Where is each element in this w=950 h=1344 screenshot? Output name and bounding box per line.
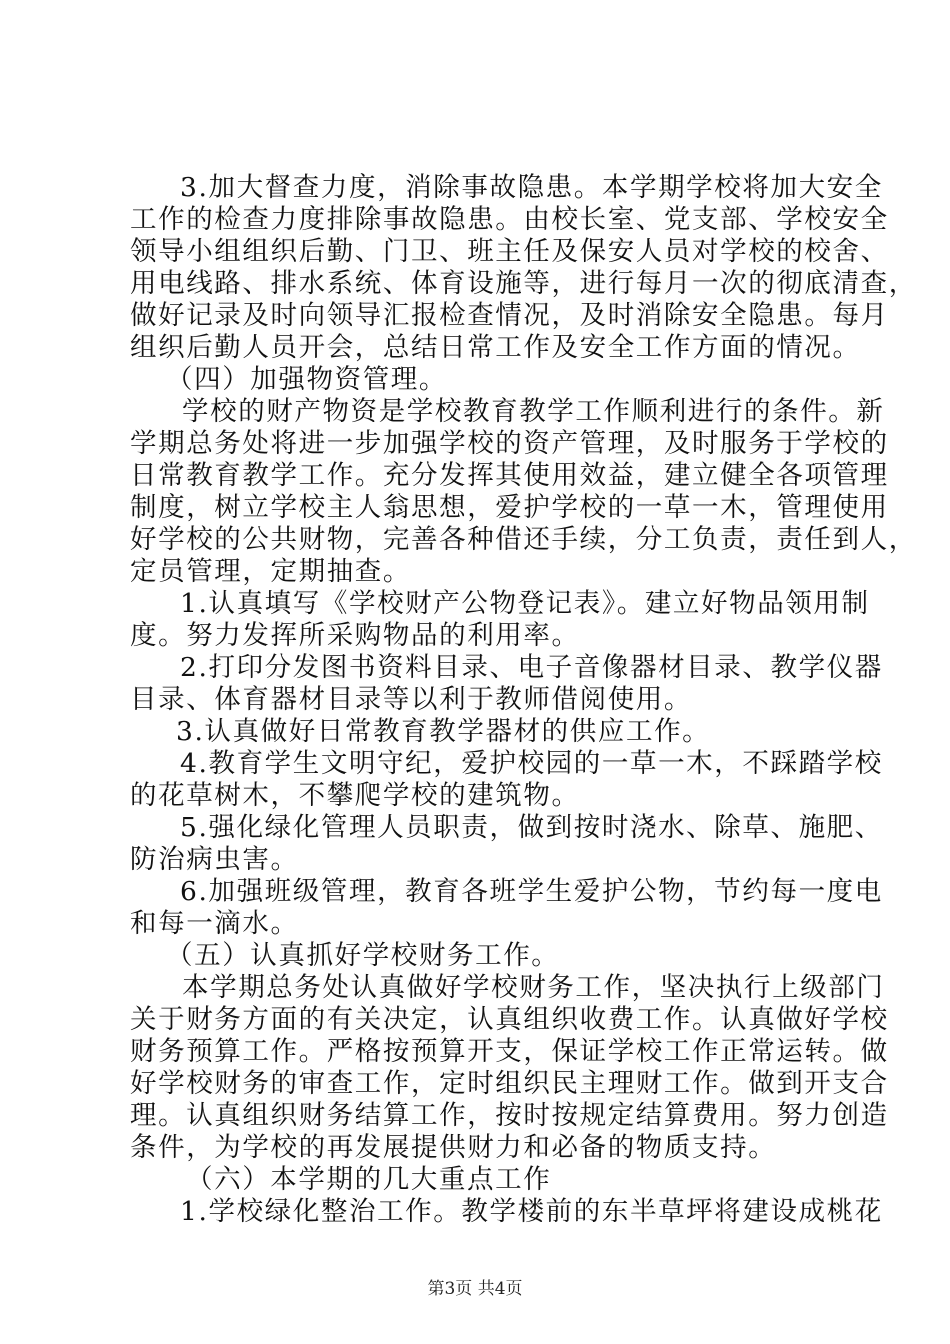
text-line: 定员管理，定期抽查。 [130,556,411,587]
text-line: 本学期总务处认真做好学校财务工作，坚决执行上级部门 [182,972,885,1003]
text-line: 日常教育教学工作。充分发挥其使用效益，建立健全各项管理 [130,460,889,491]
text-line: 用电线路、排水系统、体育设施等，进行每月一次的彻底清查， [130,268,917,299]
text-line: 财务预算工作。严格按预算开支，保证学校工作正常运转。做 [130,1036,889,1067]
text-line: 学校的财产物资是学校教育教学工作顺利进行的条件。新 [182,396,885,427]
text-line: 2.打印分发图书资料目录、电子音像器材目录、教学仪器 [180,652,883,683]
text-line: 5.强化绿化管理人员职责，做到按时浇水、除草、施肥、 [180,812,883,843]
page-footer [0,1274,950,1299]
text-line: （四）加强物资管理。 [166,364,447,395]
text-line: 的花草树木，不攀爬学校的建筑物。 [130,780,580,811]
page-number: 第3页 共4页 [427,1279,523,1299]
text-line: 做好记录及时向领导汇报检查情况，及时消除安全隐患。每月 [130,300,889,331]
text-line: 3.加大督查力度，消除事故隐患。本学期学校将加大安全 [180,172,883,203]
text-line: 度。努力发挥所采购物品的利用率。 [130,620,580,651]
text-line: 制度，树立学校主人翁思想，爱护学校的一草一木，管理使用 [130,492,889,523]
text-line: 工作的检查力度排除事故隐患。由校长室、党支部、学校安全 [130,204,889,235]
text-line: 好学校的公共财物，完善各种借还手续，分工负责，责任到人， [130,524,917,555]
text-line: 1.认真填写《学校财产公物登记表》。建立好物品领用制 [180,588,870,619]
text-line: （五）认真抓好学校财务工作。 [166,940,560,971]
text-line: 好学校财务的审查工作，定时组织民主理财工作。做到开支合 [130,1068,889,1099]
text-line: 3.认真做好日常教育教学器材的供应工作。 [176,716,711,747]
text-line: 6.加强班级管理，教育各班学生爱护公物，节约每一度电 [180,876,883,907]
text-line: 学期总务处将进一步加强学校的资产管理，及时服务于学校的 [130,428,889,459]
text-line: 1.学校绿化整治工作。教学楼前的东半草坪将建设成桃花 [180,1196,883,1227]
text-line: 防治病虫害。 [130,844,299,875]
text-line: 组织后勤人员开会，总结日常工作及安全工作方面的情况。 [130,332,861,363]
text-line: 4.教育学生文明守纪，爱护校园的一草一木，不踩踏学校 [180,748,883,779]
text-line: 目录、体育器材目录等以利于教师借阅使用。 [130,684,692,715]
text-line: 领导小组组织后勤、门卫、班主任及保安人员对学校的校舍、 [130,236,889,267]
text-line: 条件，为学校的再发展提供财力和必备的物质支持。 [130,1132,777,1163]
text-line: 关于财务方面的有关决定，认真组织收费工作。认真做好学校 [130,1004,889,1035]
document-body [130,172,917,1228]
text-line: 和每一滴水。 [130,908,299,939]
text-line: 理。认真组织财务结算工作，按时按规定结算费用。努力创造 [130,1100,889,1131]
text-line: （六）本学期的几大重点工作 [186,1164,552,1195]
